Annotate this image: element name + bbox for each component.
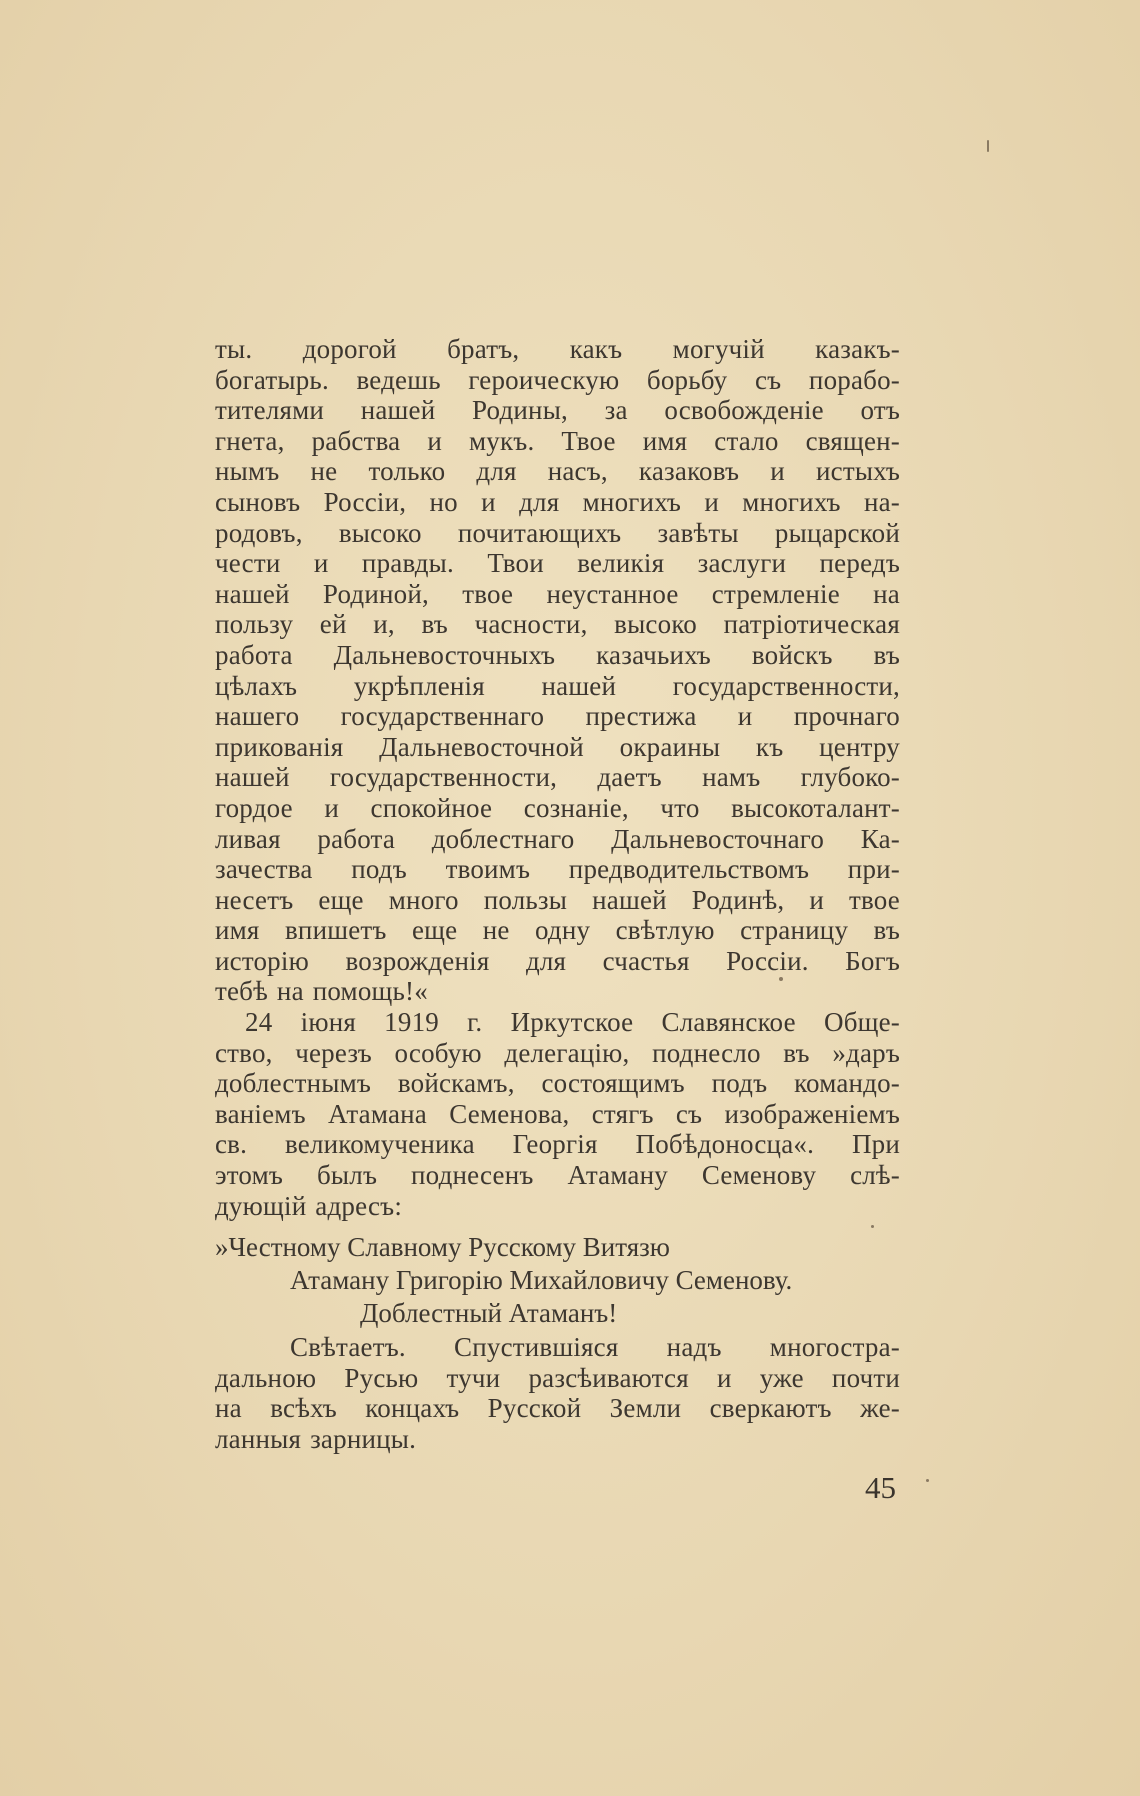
text-line: св. великомученика Георгія Побѣдоносца«. При [215,1129,900,1160]
text-line: нашего государственнаго престижа и прочнаго [215,701,900,732]
text-line: дующій адресъ: [215,1190,403,1221]
paper-speck [926,1479,929,1482]
address-salutation: Доблестный Атаманъ! [360,1298,618,1328]
text-line: ливая работа доблестнаго Дальневосточнаго Ка- [215,823,900,854]
paper-speck [779,977,783,981]
text-line: Свѣтаетъ. Спустившіяся надъ многостра- [290,1332,900,1362]
page-number: 45 [865,1470,896,1505]
text-line: ланныя зарницы. [215,1423,417,1454]
paragraph-letter-continuation [215,334,900,1007]
text-line: нымъ не только для насъ, казаковъ и истыхъ [215,456,900,487]
address-line: »Честному Славному Русскому Витязю [215,1232,670,1262]
text-line: прикованія Дальневосточной окраины къ центру [215,731,900,762]
text-line: тебѣ на помощь!« [215,976,428,1007]
text-line: тителями нашей Родины, за освобожденіе отъ [215,395,900,426]
text-line: на всѣхъ концахъ Русской Земли сверкаютъ же- [215,1393,900,1424]
text-line: гнета, рабства и мукъ. Твое имя стало священ- [215,425,900,456]
text-line: ты. дорогой братъ, какъ могучій казакъ- [215,334,900,364]
text-line: исторію возрожденія для счастья Россіи. Богъ [215,945,900,976]
text-line: нашей Родиной, твое неустанное стремленіе на [215,578,900,609]
text-line: цѣлахъ укрѣпленія нашей государственности, [215,670,900,701]
text-line: этомъ былъ поднесенъ Атаману Семенову слѣ- [215,1159,900,1190]
text-line: нашей государственности, даетъ намъ глубоко- [215,762,900,793]
paper-speck [871,1225,874,1228]
text-line: доблестнымъ войскамъ, состоящимъ подъ командо- [215,1068,900,1099]
text-line: дальною Русью тучи разсѣиваются и уже почти [215,1362,900,1393]
address-line: Атаману Григорію Михайловичу Семенову. [290,1265,793,1295]
text-line: работа Дальневосточныхъ казачьихъ войскъ въ [215,639,900,670]
text-line: ваніемъ Атамана Семенова, стягъ съ изображеніемъ [215,1098,900,1129]
paper-mark [987,140,989,152]
text-line: богатырь. ведешь героическую борьбу съ порабо- [215,364,900,395]
text-line: зачества подъ твоимъ предводительствомъ при- [215,854,900,885]
text-line: 24 іюня 1919 г. Иркутское Славянское Обще- [245,1007,900,1037]
text-line: несетъ еще много пользы нашей Родинѣ, и твое [215,884,900,915]
text-line: сыновъ Россіи, но и для многихъ и многихъ на- [215,486,900,517]
paragraph-irkutsk-society [215,1007,900,1221]
text-line: чести и правды. Твои великія заслуги передъ [215,548,900,579]
address-heading [215,1231,900,1330]
text-line: имя впишетъ еще не одну свѣтлую страницу въ [215,915,900,946]
text-line: пользу ей и, въ часности, высоко патріотическая [215,609,900,640]
text-line: ство, черезъ особую делегацію, поднесло въ »даръ [215,1037,900,1068]
text-line: гордое и спокойное сознаніе, что высокоталант- [215,792,900,823]
paragraph-address-text [215,1332,900,1454]
text-line: родовъ, высоко почитающихъ завѣты рыцарской [215,517,900,548]
